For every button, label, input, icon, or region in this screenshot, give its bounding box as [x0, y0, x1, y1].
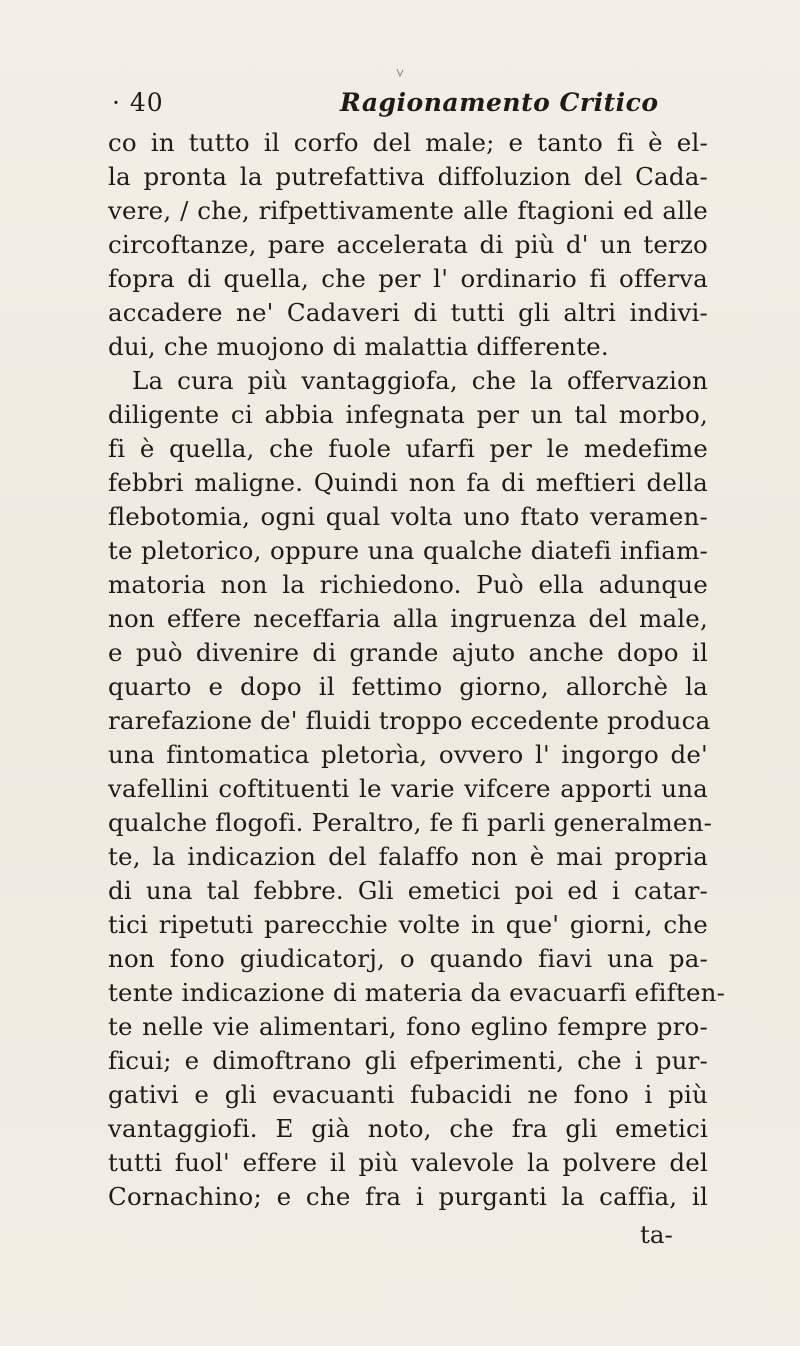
body-text [108, 126, 726, 1214]
text-line: una fintomatica pletorìa, ovvero l' ingorgo de' [108, 740, 708, 769]
text-line: tici ripetuti parecchie volte in que' giorni, che [108, 910, 708, 939]
text-line: gativi e gli evacuanti fubacidi ne fono i più [108, 1080, 708, 1109]
text-line: tutti fuol' effere il più valevole la polvere del [108, 1148, 708, 1177]
text-line: vantaggiofi. E già noto, che fra gli emetici [108, 1114, 708, 1143]
text-line: rarefazione de' fluidi troppo eccedente produca [108, 706, 711, 735]
text-line: diligente ci abbia infegnata per un tal morbo, [108, 400, 708, 429]
text-line: fopra di quella, che per l' ordinario fi offerva [108, 264, 708, 293]
text-line: co in tutto il corfo del male; e tanto fi è el- [108, 128, 708, 157]
text-line: di una tal febbre. Gli emetici poi ed i catar- [108, 876, 708, 905]
page-number: · 40 [112, 88, 164, 117]
pencil-mark-icon [395, 68, 405, 82]
text-line: te pletorico, oppure una qualche diatefi infiam- [108, 536, 708, 565]
text-line: non fono giudicatorj, o quando fiavi una pa- [108, 944, 708, 973]
catchword: ta- [640, 1220, 673, 1249]
text-line: te nelle vie alimentari, fono eglino fempre pro- [108, 1012, 708, 1041]
text-line: febbri maligne. Quindi non fa di meftieri della [108, 468, 708, 497]
text-line: ficui; e dimoftrano gli efperimenti, che i pur- [108, 1046, 708, 1075]
text-line: qualche flogofi. Peraltro, fe fi parli generalmen- [108, 808, 713, 837]
text-line: Cornachino; e che fra i purganti la caffia, il [108, 1182, 708, 1211]
text-line: La cura più vantaggiofa, che la offervazion [132, 366, 708, 395]
running-head: Ragionamento Critico [340, 88, 659, 117]
text-line: quarto e dopo il fettimo giorno, allorchè la [108, 672, 708, 701]
text-line: flebotomia, ogni qual volta uno ftato veramen- [108, 502, 708, 531]
text-line: accadere ne' Cadaveri di tutti gli altri indivi- [108, 298, 708, 327]
text-line: dui, che muojono di malattia differente. [108, 332, 609, 361]
text-line: circoftanze, pare accelerata di più d' un terzo [108, 230, 708, 259]
text-line: vafellini coftituenti le varie vifcere apporti una [108, 774, 708, 803]
text-line: tente indicazione di materia da evacuarfi efiften- [108, 978, 726, 1007]
text-line: vere, / che, rifpettivamente alle ftagioni ed alle [108, 196, 708, 225]
text-line: non effere neceffaria alla ingruenza del male, [108, 604, 708, 633]
text-line: la pronta la putrefattiva diffoluzion del Cada- [108, 162, 708, 191]
text-line: e può divenire di grande ajuto anche dopo il [108, 638, 708, 667]
text-line: matoria non la richiedono. Può ella adunque [108, 570, 708, 599]
page-header [0, 82, 800, 132]
text-line: fi è quella, che fuole ufarfi per le medefime [108, 434, 708, 463]
text-line: te, la indicazion del falaffo non è mai propria [108, 842, 708, 871]
